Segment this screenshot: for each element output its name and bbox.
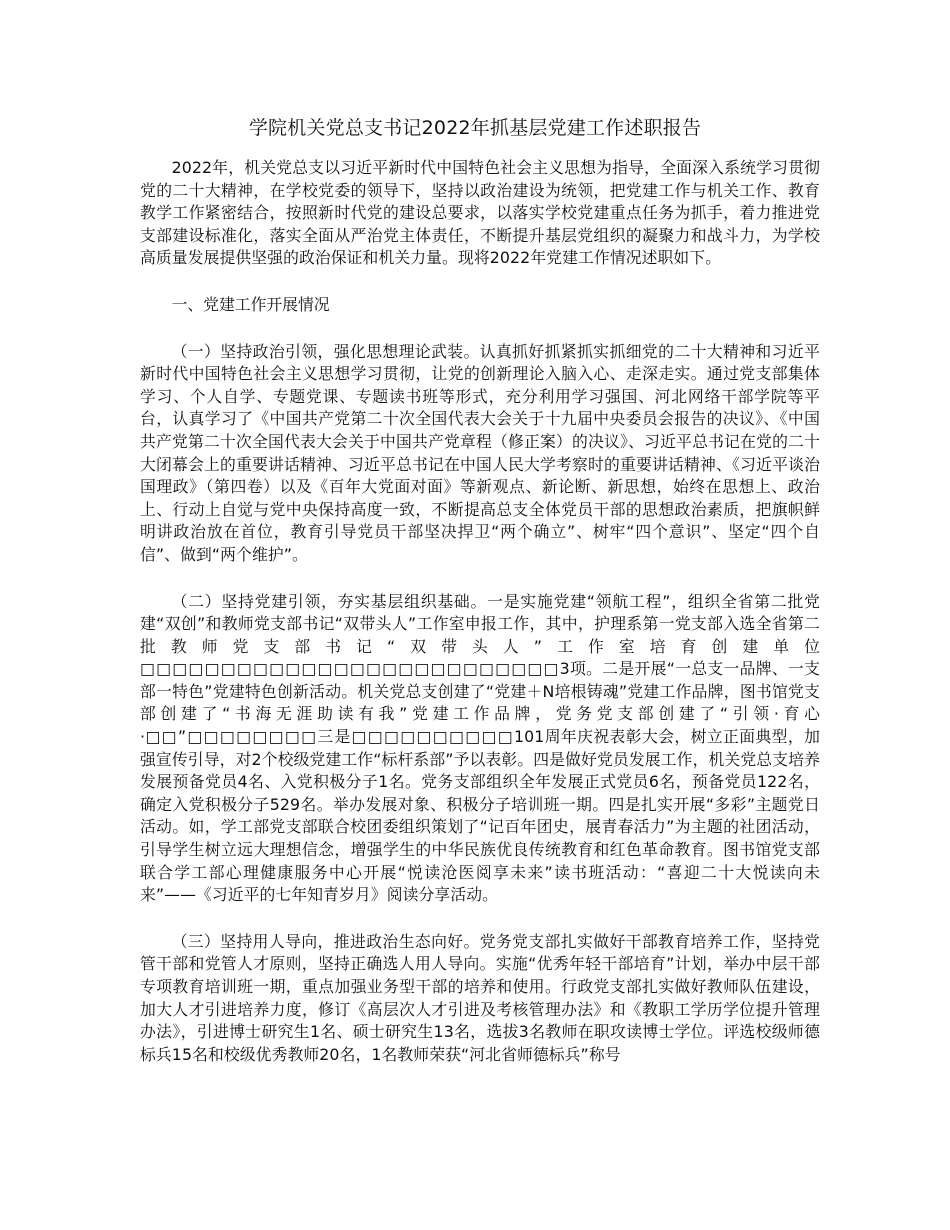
paragraph-party-building bbox=[140, 591, 820, 907]
intro-paragraph: 2022年，机关党总支以习近平新时代中国特色社会主义思想为指导，全面深入系统学习贯彻党的二十大精神，在学校党委的领导下，坚持以政治建设为统领，把党建工作与机关工作、教育教学工作紧密结合，按照新时代党的建设总要求，以落实学校党建重点任务为抓手，着力推进党支部建设标准化，落实全面从严治党主体责任，不断提升基层党组织的凝聚力和战斗力，为学校高质量发展提供坚强的政治保证和机关力量。现将2022年党建工作情况述职如下。 bbox=[140, 158, 820, 268]
document-body bbox=[140, 157, 820, 1090]
paragraph-personnel-guidance: （三）坚持用人导向，推进政治生态向好。党务党支部扎实做好干部教育培养工作，坚持党管干部和党管人才原则，坚持正确选人用人导向。实施“优秀年轻干部培育”计划，举办中层干部专项教育培训班一期，重点加强业务型干部的培养和使用。行政党支部扎实做好教师队伍建设，加大人才引进培养力度，修订《高层次人才引进及考核管理办法》和《教职工学历学位提升管理办法》，引进博士研究生1名、硕士研究生13名，选拔3名教师在职攻读博士学位。评选校级师德标兵15名和校级优秀教师20名，1名教师荣获“河北省师德标兵”称号 bbox=[140, 931, 820, 1064]
paragraph-party-building-part1: （二）坚持党建引领，夯实基层组织基础。一是实施党建“领航工程”，组织全省第二批党建“双创”和教师党支部书记“双带头人”工作室申报工作，其中，护理系第一党支部入选全省第二批教师党支部书记“双带头人”工作室培育创建单位 bbox=[140, 591, 820, 656]
paragraph-party-building-part2: 3项。二是开展“一总支一品牌、一支部一特色”党建特色创新活动。机关党总支创建了“党建＋N培根铸魂”党建工作品牌，图书馆党支部创建了“书海无涯助读有我”党建工作品牌，党务党支部创建了“引领·育心· bbox=[140, 659, 821, 747]
document-title: 学院机关党总支书记2022年抓基层党建工作述职报告 bbox=[248, 117, 702, 139]
paragraph-political-guidance: （一）坚持政治引领，强化思想理论武装。认真抓好抓紧抓实抓细党的二十大精神和习近平新时代中国特色社会主义思想学习贯彻，让党的创新理论入脑入心、走深走实。通过党支部集体学习、个人自学、专题党课、专题读书班等形式，充分利用学习强国、河北网络干部学院等平台，认真学习了《中国共产党第二十次全国代表大会关于十九届中央委员会报告的决议》、《中国共产党第二十次全国代表大会关于中国共产党章程（修正案）的决议》、习近平总书记在党的二十大闭幕会上的重要讲话精神、习近平总书记在中国人民大学考察时的重要讲话精神、《习近平谈治国理政》（第四卷）以及《百年大党面对面》等新观点、新论断、新思想，始终在思想上、政治上、行动上自觉与党中央保持高度一致，不断提高总支全体党员干部的思想政治素质，把旗帜鲜明讲政治放在首位，教育引导党员干部坚决捍卫“两个确立”、树牢“四个意识”、坚定“四个自信”、做到“两个维护”。 bbox=[140, 341, 820, 564]
section-heading: 一、党建工作开展情况 bbox=[171, 294, 330, 314]
garbled-text-2: □□”□□□□□□□□三是□□□□□□□□□□ bbox=[145, 727, 514, 747]
garbled-text-1: □□□□□□□□□□□□□□□□□□□□□□□□□□ bbox=[140, 659, 560, 679]
paragraph-party-building-part3: 101周年庆祝表彰大会，树立正面典型，加强宣传引导，对2个校级党建工作“标杆系部”予以表彰。四是做好党员发展工作，机关党总支培养发展预备党员4名、入党积极分子1名。党务支部组织全年发展正式党员6名，预备党员122名，确定入党积极分子529名。举办发展对象、积极分子培训班一期。四是扎实开展“多彩”主题党日活动。如，学工部党支部联合校团委组织策划了“记百年团史，展青春活力”为主题的社团活动，引导学生树立远大理想信念，增强学生的中华民族优良传统教育和红色革命教育。图书馆党支部联合学工部心理健康服务中心开展“悦读沧医阅享未来”读书班活动：“喜迎二十大悦读向未来”——《习近平的七年知青岁月》阅读分享活动。 bbox=[140, 727, 820, 905]
